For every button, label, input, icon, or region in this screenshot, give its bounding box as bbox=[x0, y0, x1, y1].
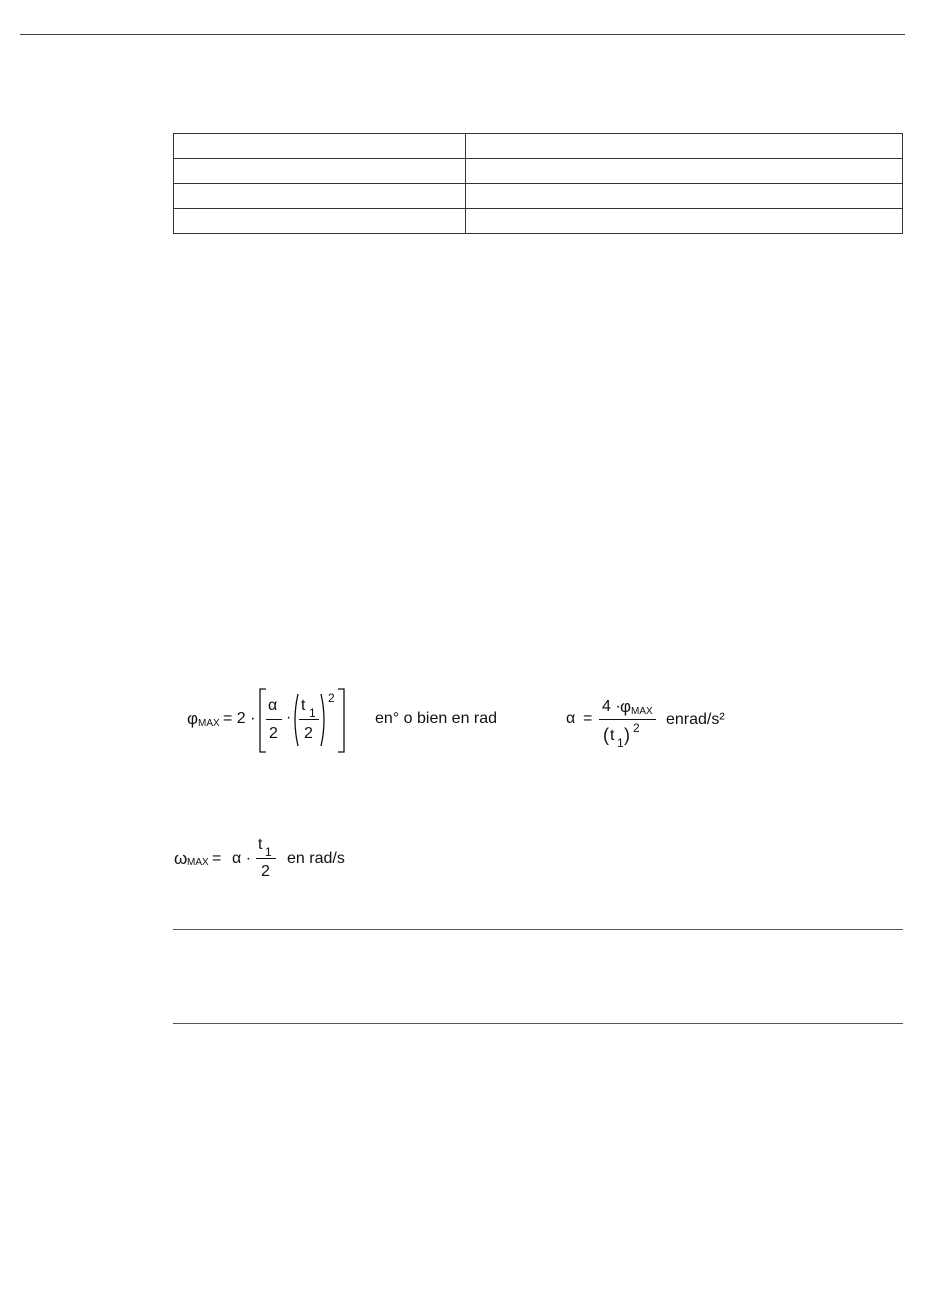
table-row bbox=[174, 134, 903, 159]
fraction-line bbox=[256, 858, 276, 859]
numerator-phi: φ bbox=[620, 697, 632, 716]
numerator-subscript: MAX bbox=[631, 706, 653, 717]
fraction-line bbox=[266, 719, 282, 720]
alpha-numerator: α bbox=[268, 697, 278, 714]
phi-subscript: MAX bbox=[198, 718, 220, 729]
phi-equals: = 2 · bbox=[223, 710, 256, 727]
table-row bbox=[174, 184, 903, 209]
right-paren bbox=[320, 693, 328, 747]
phi-unit: en° o bien en rad bbox=[375, 710, 498, 727]
omega-unit: en rad/s bbox=[287, 850, 345, 867]
table-cell bbox=[466, 134, 903, 159]
table-cell bbox=[466, 159, 903, 184]
omega-alpha: α · bbox=[232, 850, 252, 867]
phi-symbol: φ bbox=[187, 709, 199, 728]
denominator-exponent: 2 bbox=[633, 721, 640, 735]
left-paren bbox=[291, 693, 299, 747]
table-cell bbox=[466, 184, 903, 209]
table-row bbox=[174, 209, 903, 234]
alpha-equals: = bbox=[583, 710, 593, 727]
right-bracket bbox=[336, 688, 346, 754]
t-numerator: t bbox=[258, 836, 263, 853]
table-cell bbox=[466, 209, 903, 234]
two-denominator: 2 bbox=[261, 863, 270, 880]
alpha-unit: enrad/s² bbox=[666, 711, 725, 728]
header-rule bbox=[20, 34, 905, 35]
table-row bbox=[174, 159, 903, 184]
omega-subscript: MAX bbox=[187, 857, 209, 868]
fraction-line bbox=[299, 719, 319, 720]
table-cell bbox=[174, 134, 466, 159]
separator-rule bbox=[173, 1023, 903, 1024]
data-table bbox=[173, 133, 903, 234]
alpha-symbol: α bbox=[566, 710, 576, 727]
denominator-subscript: 1 bbox=[617, 736, 624, 750]
t-numerator: t bbox=[301, 697, 306, 714]
table-cell bbox=[174, 209, 466, 234]
right-paren: ) bbox=[624, 725, 630, 745]
left-paren: ( bbox=[603, 725, 609, 745]
omega-equals: = bbox=[212, 850, 222, 867]
table-cell bbox=[174, 184, 466, 209]
denominator-t: t bbox=[610, 727, 615, 744]
separator-rule bbox=[173, 929, 903, 930]
left-bracket bbox=[258, 688, 268, 754]
t-subscript: 1 bbox=[265, 845, 272, 859]
exponent: 2 bbox=[328, 691, 335, 705]
fraction-line bbox=[599, 719, 656, 720]
t-subscript: 1 bbox=[309, 706, 316, 720]
numerator-four: 4 · bbox=[602, 698, 621, 715]
dot-operator: · bbox=[286, 709, 292, 726]
two-denominator: 2 bbox=[269, 725, 278, 742]
omega-symbol: ω bbox=[174, 849, 188, 868]
table-cell bbox=[174, 159, 466, 184]
two-denominator: 2 bbox=[304, 725, 313, 742]
